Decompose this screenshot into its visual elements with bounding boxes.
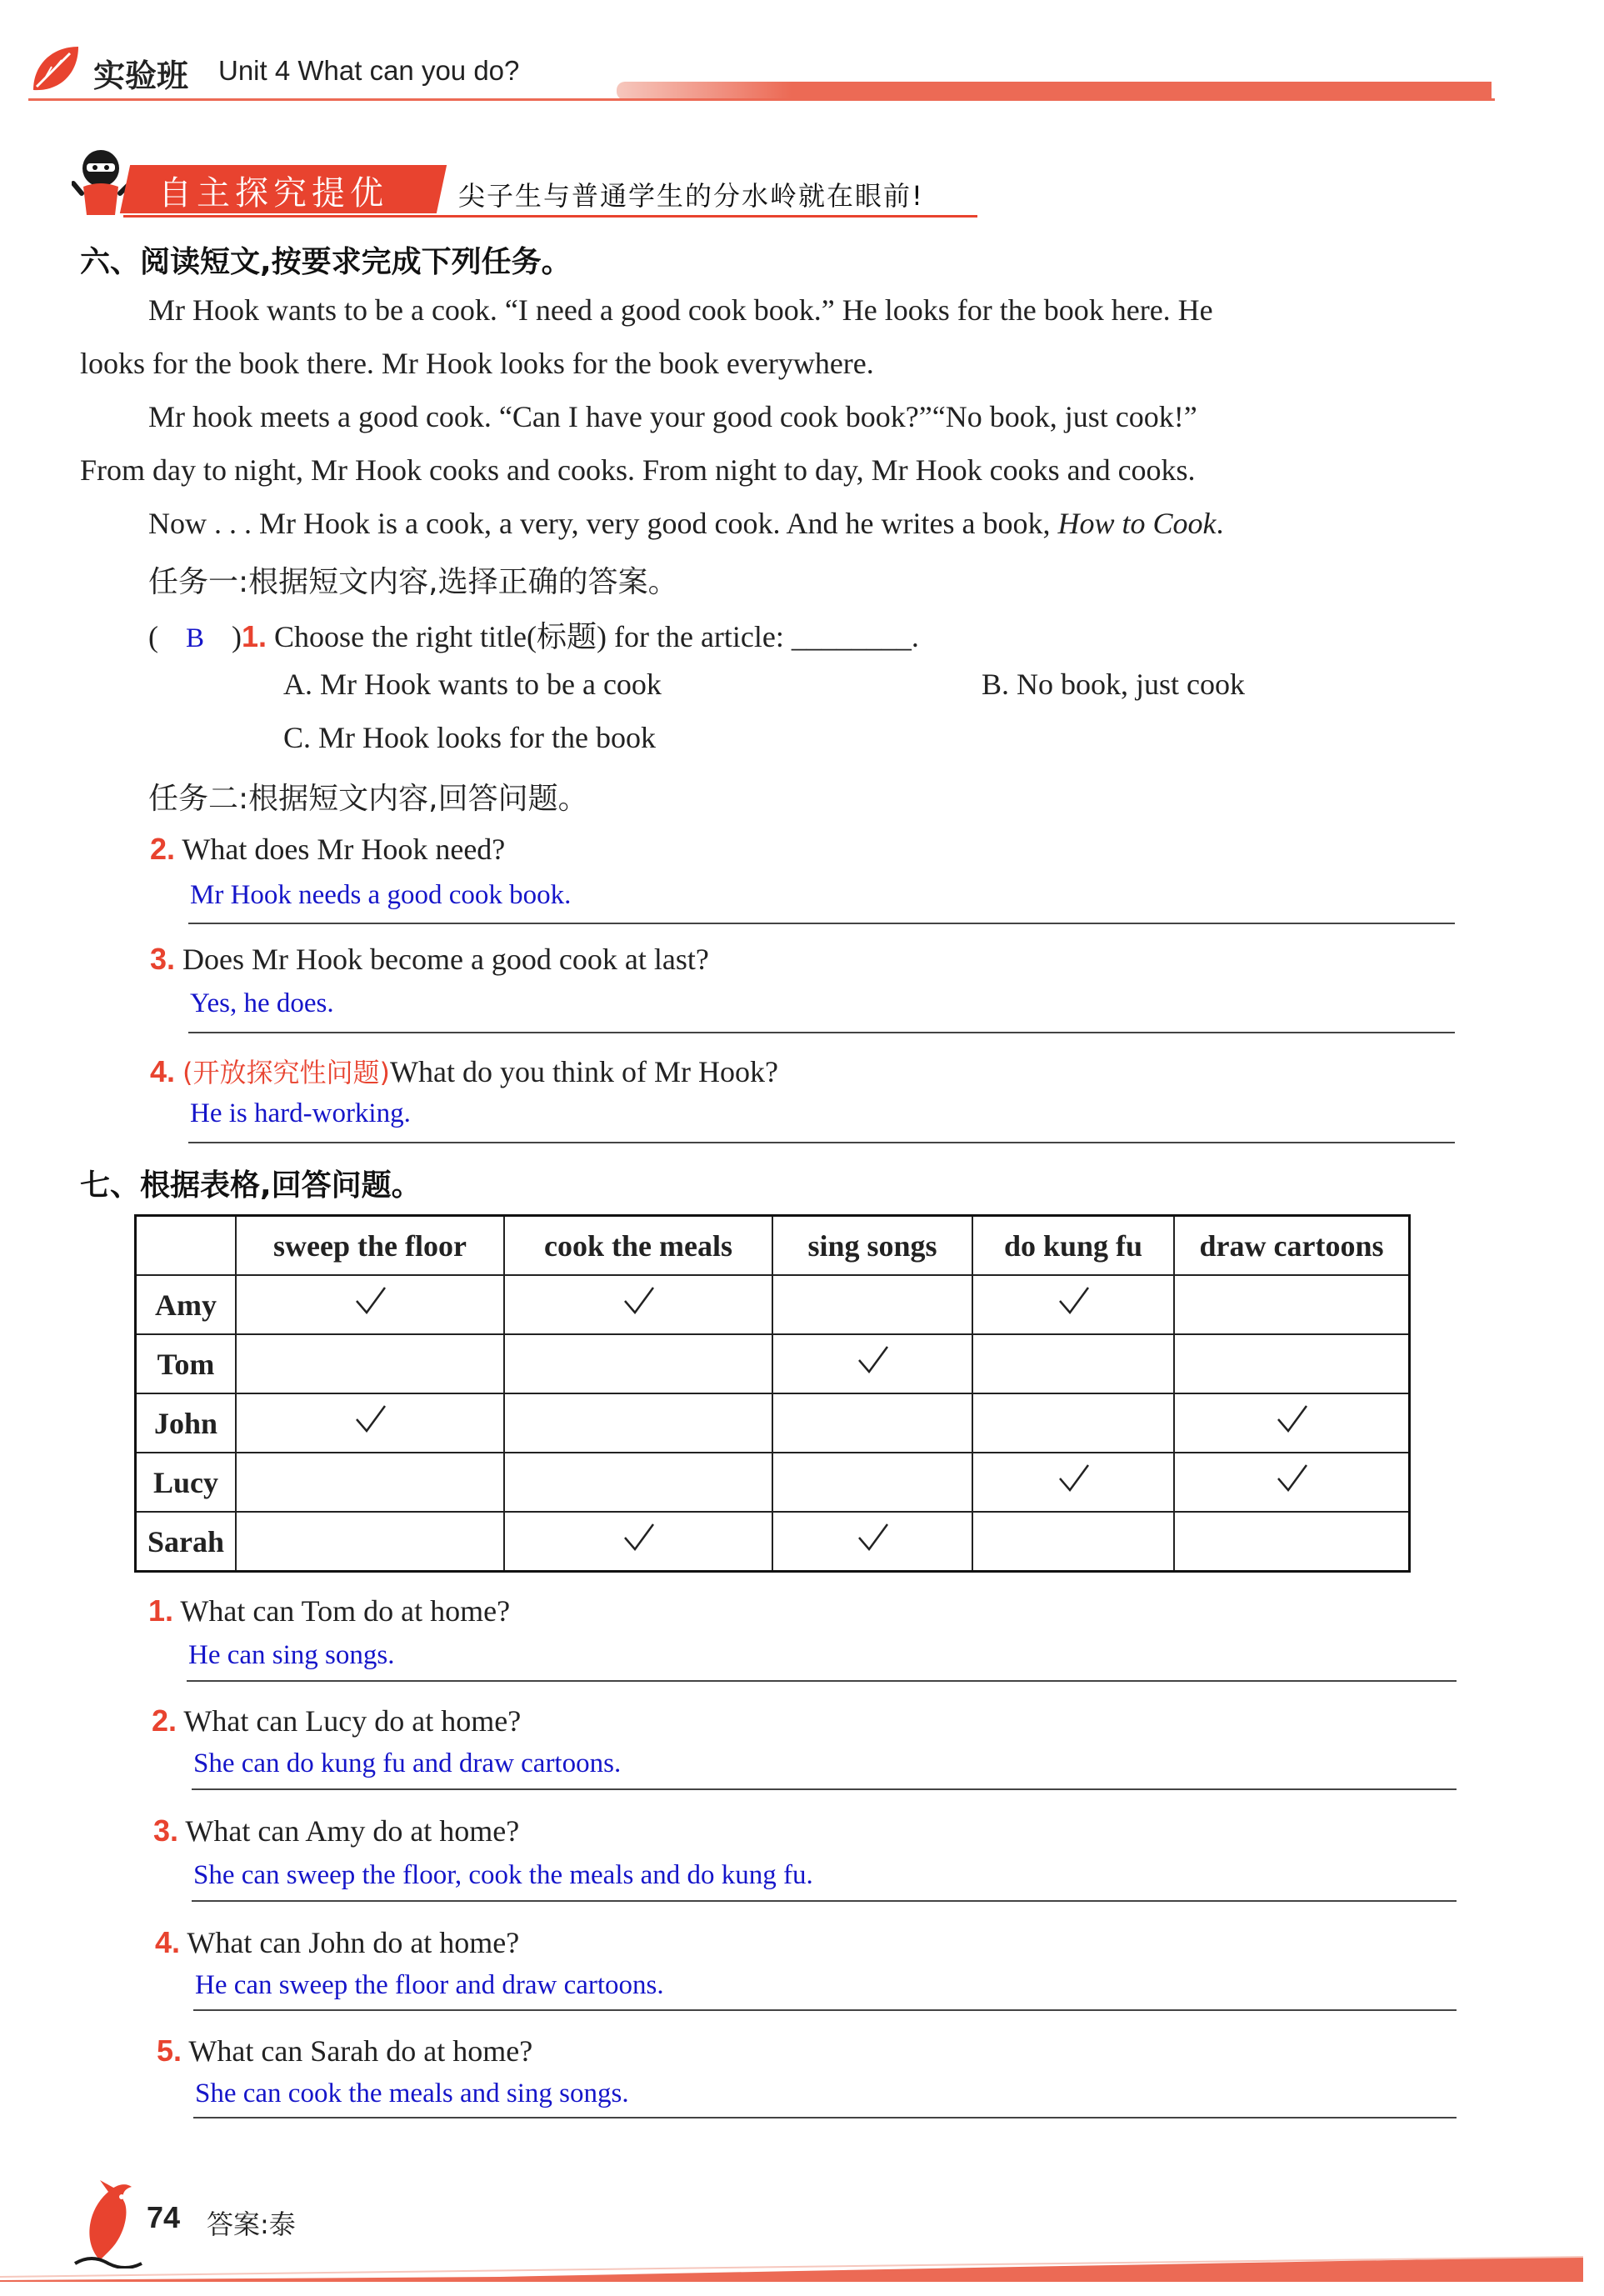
banner-title: 自主探究提优: [158, 174, 388, 213]
header-rule: [28, 98, 1495, 101]
s7-question-5: [157, 2033, 532, 2068]
passage-line-4: From day to night, Mr Hook cooks and cooks. From night to day, Mr Hook cooks and cooks.: [80, 453, 1196, 487]
task1-answer: B: [186, 623, 205, 653]
answer-line: [193, 2009, 1457, 2011]
passage-line-5-text: Now . . . Mr Hook is a cook, a very, very good cook. And he writes a book,: [148, 507, 1058, 540]
s7-q5-num: 5.: [157, 2033, 182, 2068]
passage-period: .: [1216, 507, 1224, 540]
task2-q3-answer: Yes, he does.: [190, 988, 334, 1018]
passage-line-3: Mr hook meets a good cook. “Can I have your good cook book?”“No book, just cook!”: [148, 400, 1197, 433]
unit-title: Unit 4 What can you do?: [218, 55, 520, 86]
task1-option-c: C. Mr Hook looks for the book: [283, 721, 656, 754]
check-cell: [1174, 1393, 1410, 1453]
s7-q5-answer: She can cook the meals and sing songs.: [195, 2078, 629, 2108]
task1-question-row: [148, 613, 919, 656]
banner-slogan: 尖子生与普通学生的分水岭就在眼前!: [458, 180, 924, 212]
check-cell: [772, 1275, 972, 1334]
series-title: 实验班: [93, 58, 189, 94]
s7-q2-answer: She can do kung fu and draw cartoons.: [193, 1748, 622, 1778]
task2-q4-text: What do you think of Mr Hook?: [390, 1055, 778, 1088]
s7-q1-num: 1.: [148, 1593, 174, 1628]
check-cell: [1174, 1453, 1410, 1512]
table-row: [136, 1334, 1410, 1393]
answer-line: [188, 1032, 1455, 1033]
check-mark-icon: [856, 1521, 889, 1554]
check-cell: [504, 1512, 772, 1572]
check-cell: [772, 1393, 972, 1453]
check-cell: [1174, 1275, 1410, 1334]
footer-band: [0, 2255, 1583, 2282]
s7-question-4: [155, 1925, 519, 1960]
header-band: [617, 82, 1492, 100]
section-7-heading: 七、根据表格,回答问题。: [80, 1168, 422, 1203]
row-name-cell: John: [136, 1393, 237, 1453]
check-cell: [236, 1334, 504, 1393]
s7-q1-text: What can Tom do at home?: [180, 1594, 511, 1628]
task2-q4-num: 4.: [150, 1054, 176, 1088]
s7-q4-num: 4.: [155, 1925, 181, 1959]
check-cell: [972, 1393, 1174, 1453]
banner-underline: [123, 215, 977, 218]
check-cell: [772, 1453, 972, 1512]
check-mark-icon: [856, 1343, 889, 1377]
check-cell: [236, 1512, 504, 1572]
passage-line-1: Mr Hook wants to be a cook. “I need a good cook book.” He looks for the book here. He: [148, 293, 1213, 327]
table-corner-cell: [136, 1216, 237, 1276]
check-mark-icon: [353, 1403, 387, 1436]
s7-question-2: [152, 1703, 521, 1738]
check-mark-icon: [1057, 1284, 1090, 1318]
answer-line: [192, 1788, 1457, 1790]
task1-paren-open: (: [148, 620, 158, 653]
check-cell: [972, 1334, 1174, 1393]
s7-question-1: [148, 1593, 510, 1628]
check-mark-icon: [1275, 1462, 1308, 1495]
task2-q3-num: 3.: [150, 942, 176, 976]
answer-line: [192, 1900, 1457, 1902]
s7-q3-text: What can Amy do at home?: [185, 1814, 520, 1848]
check-cell: [504, 1275, 772, 1334]
row-name-cell: Lucy: [136, 1453, 237, 1512]
task2-q2-num: 2.: [150, 832, 176, 866]
check-mark-icon: [1275, 1403, 1308, 1436]
check-mark-icon: [622, 1284, 655, 1318]
check-cell: [504, 1393, 772, 1453]
answer-line: [187, 1680, 1457, 1682]
answer-line: [188, 1142, 1455, 1143]
check-cell: [236, 1275, 504, 1334]
ability-table: [134, 1214, 1411, 1573]
task2-question-4: [150, 1052, 778, 1090]
check-cell: [772, 1334, 972, 1393]
row-name-cell: Tom: [136, 1334, 237, 1393]
s7-q2-num: 2.: [152, 1703, 177, 1738]
task2-q4-prefix: (开放探究性问题): [182, 1057, 391, 1088]
passage-line-2: looks for the book there. Mr Hook looks for the book everywhere.: [80, 347, 874, 380]
task2-question-3: [150, 942, 709, 977]
table-row: [136, 1393, 1410, 1453]
row-name-cell: Sarah: [136, 1512, 237, 1572]
task1-option-a: A. Mr Hook wants to be a cook: [283, 668, 662, 701]
passage-line-5: [148, 497, 1223, 550]
column-header: sweep the floor: [236, 1216, 504, 1276]
answer-line: [193, 2117, 1457, 2118]
table-row: [136, 1453, 1410, 1512]
task2-label: 任务二:根据短文内容,回答问题。: [148, 782, 588, 816]
task1-num: 1.: [242, 619, 267, 653]
check-cell: [236, 1393, 504, 1453]
table-body: [136, 1275, 1410, 1572]
answer-line: [188, 923, 1455, 924]
column-header: do kung fu: [972, 1216, 1174, 1276]
s7-q4-text: What can John do at home?: [187, 1926, 520, 1959]
s7-q4-answer: He can sweep the floor and draw cartoons.: [195, 1970, 664, 2000]
check-cell: [504, 1334, 772, 1393]
task2-question-2: [150, 832, 505, 867]
task2-q4-answer: He is hard-working.: [190, 1098, 411, 1128]
s7-q2-text: What can Lucy do at home?: [183, 1704, 522, 1738]
task1-paren-close: ): [232, 620, 242, 653]
check-cell: [1174, 1512, 1410, 1572]
s7-q5-text: What can Sarah do at home?: [188, 2034, 533, 2068]
s7-q1-answer: He can sing songs.: [188, 1640, 395, 1670]
s7-question-3: [153, 1813, 519, 1848]
footer-answer-label: 答案:泰: [207, 2208, 296, 2240]
check-mark-icon: [353, 1284, 387, 1318]
task2-q3-text: Does Mr Hook become a good cook at last?: [182, 943, 709, 976]
check-cell: [1174, 1334, 1410, 1393]
column-header: draw cartoons: [1174, 1216, 1410, 1276]
check-cell: [236, 1453, 504, 1512]
check-cell: [504, 1453, 772, 1512]
check-cell: [972, 1512, 1174, 1572]
task1-option-b: B. No book, just cook: [982, 668, 1246, 701]
check-mark-icon: [622, 1521, 655, 1554]
book-title: How to Cook: [1057, 507, 1217, 540]
table-row: [136, 1275, 1410, 1334]
page-number: 74: [147, 2200, 181, 2234]
task1-label: 任务一:根据短文内容,选择正确的答案。: [148, 565, 678, 599]
column-header: cook the meals: [504, 1216, 772, 1276]
check-cell: [972, 1275, 1174, 1334]
task2-q2-answer: Mr Hook needs a good cook book.: [190, 880, 572, 910]
row-name-cell: Amy: [136, 1275, 237, 1334]
s7-q3-num: 3.: [153, 1813, 179, 1848]
s7-q3-answer: She can sweep the floor, cook the meals and do kung fu.: [193, 1860, 813, 1890]
task2-q2-text: What does Mr Hook need?: [182, 833, 506, 866]
table-row: [136, 1512, 1410, 1572]
column-header: sing songs: [772, 1216, 972, 1276]
table-header-row: [136, 1216, 1410, 1276]
check-mark-icon: [1057, 1462, 1090, 1495]
check-cell: [972, 1453, 1174, 1512]
leaf-logo-icon: [28, 42, 83, 97]
check-cell: [772, 1512, 972, 1572]
task1-question: Choose the right title(标题) for the article: ________.: [274, 620, 919, 653]
section-6-heading: 六、阅读短文,按要求完成下列任务。: [80, 245, 572, 279]
